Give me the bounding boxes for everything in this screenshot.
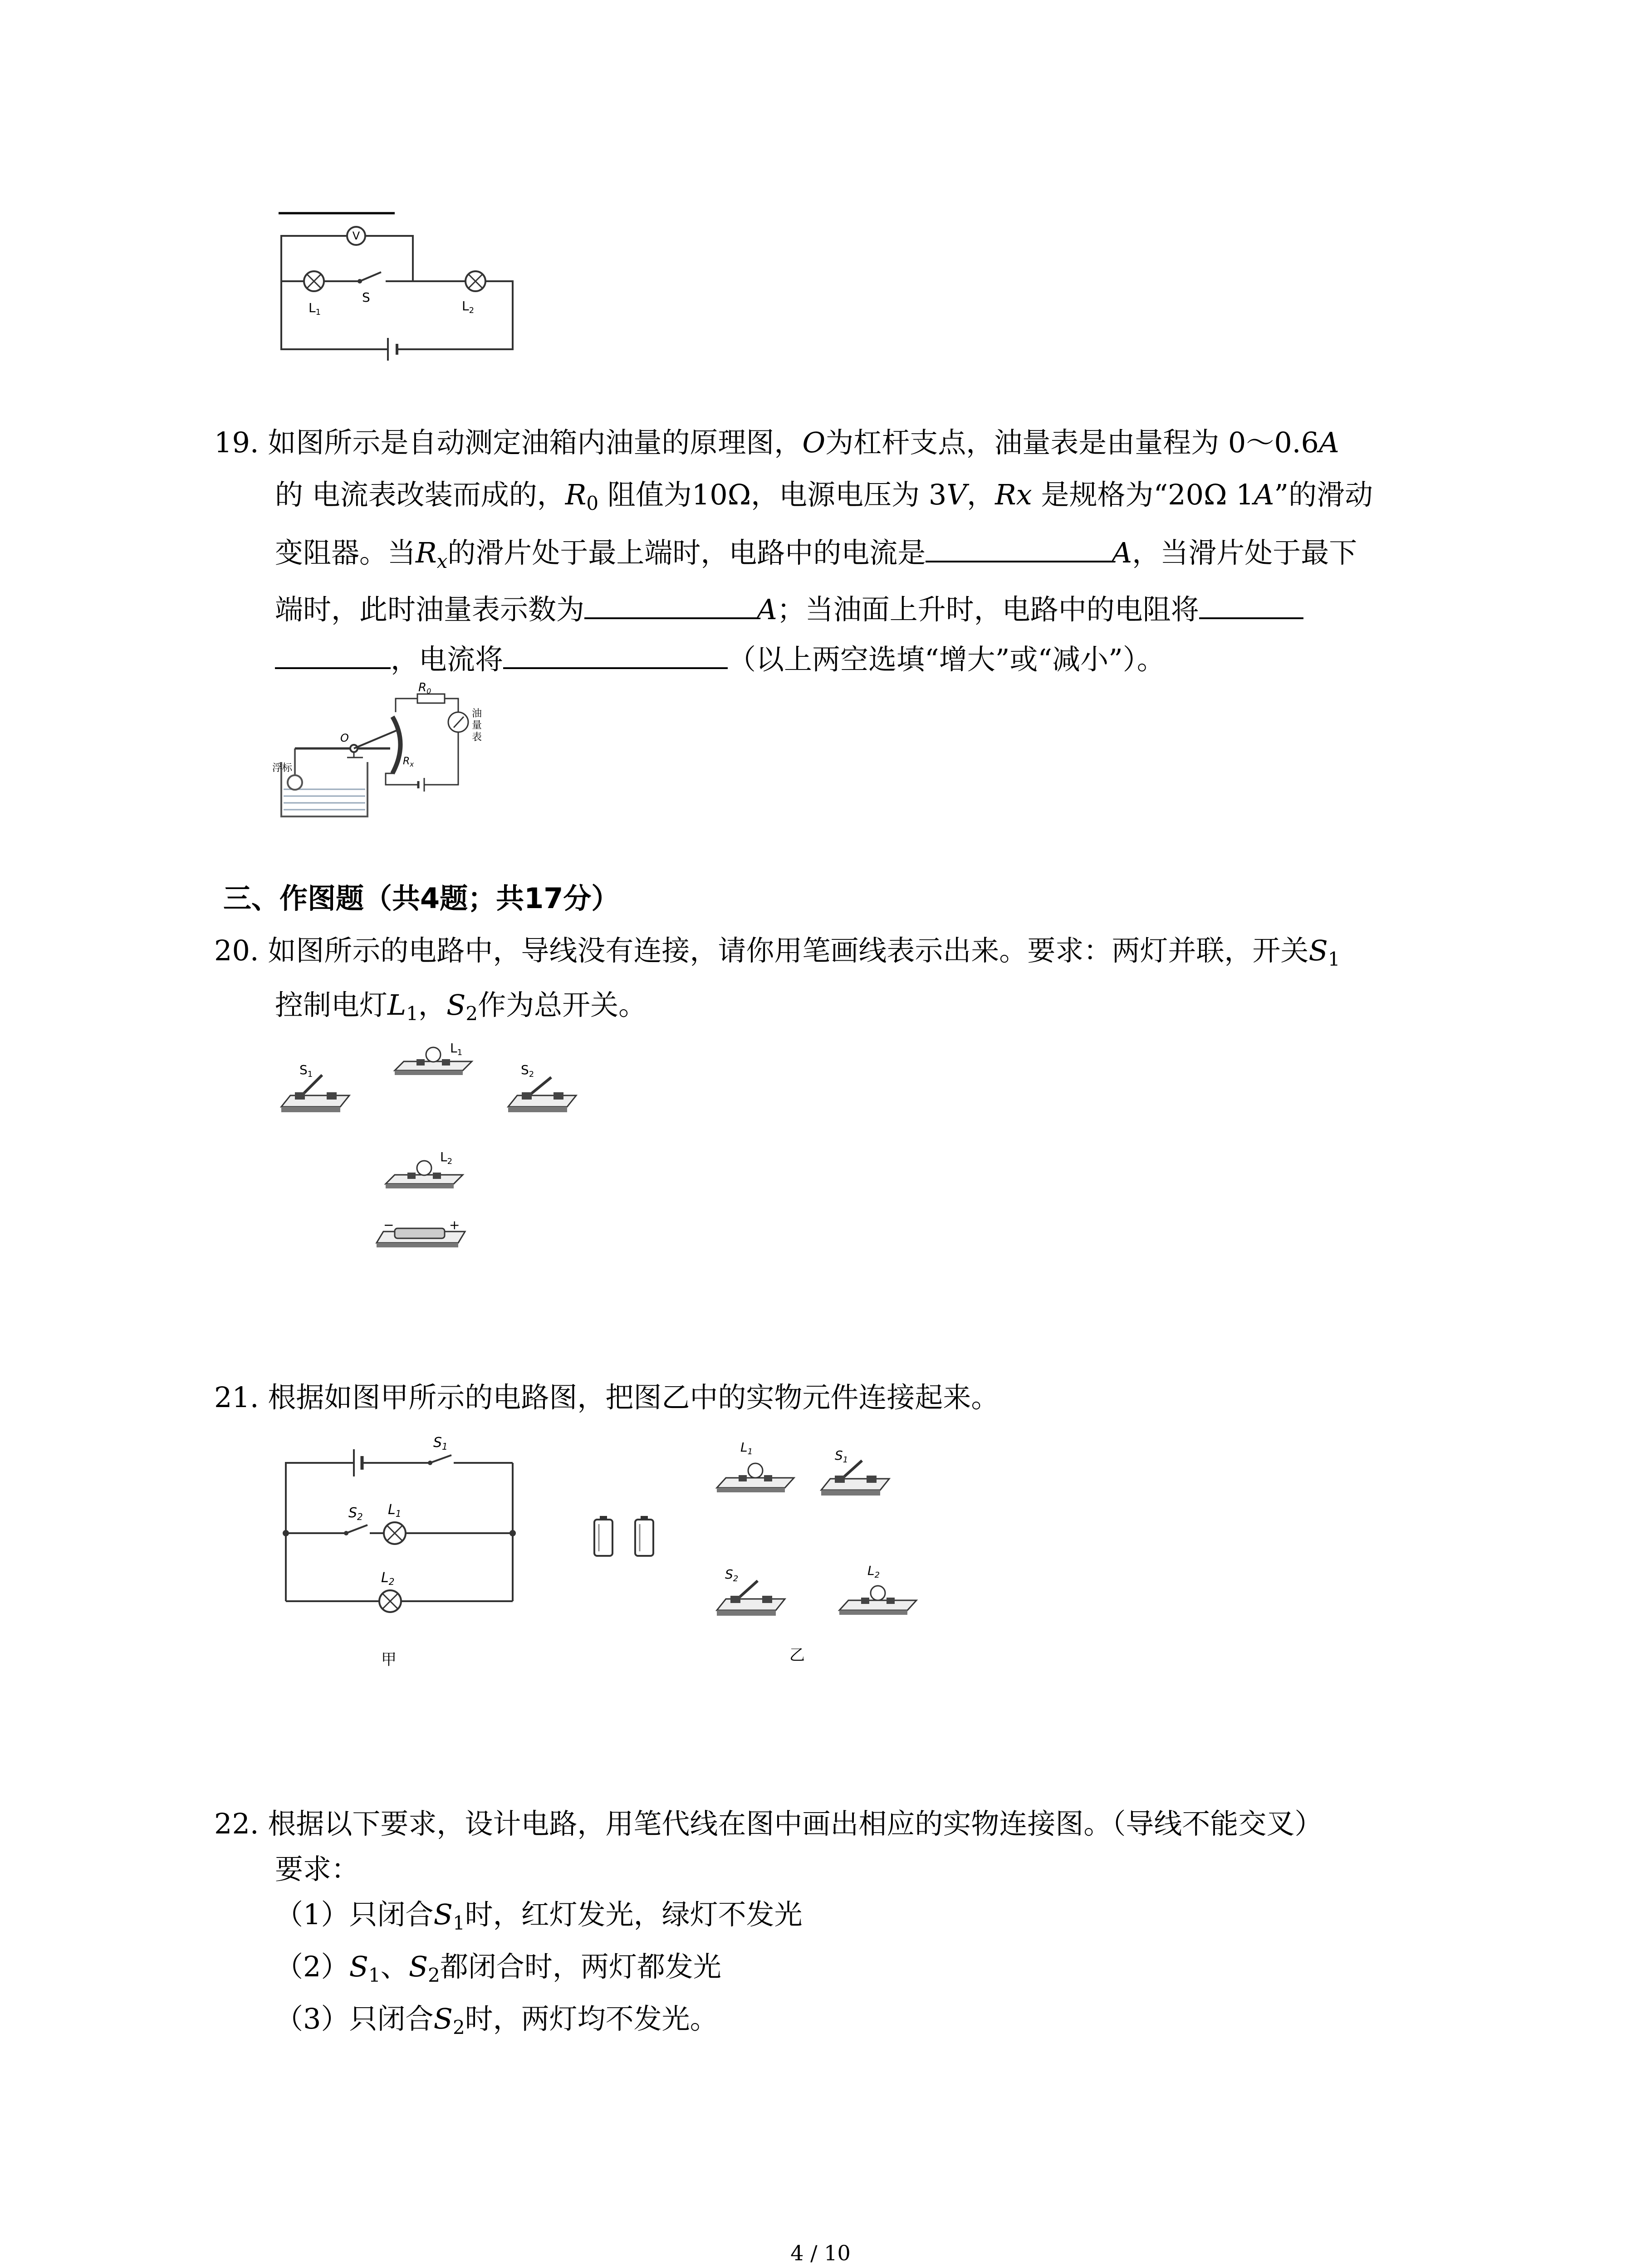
q20-var: L (387, 988, 407, 1022)
q22-number: 22. (214, 1807, 259, 1840)
q19-blank-2[interactable] (584, 592, 757, 619)
lamp2-label: L (462, 298, 469, 313)
l2-sub: 2 (874, 1570, 880, 1580)
q22-text: （2） (275, 1950, 349, 1983)
q21-line-1 (214, 1383, 999, 1412)
q22-line-2 (275, 1853, 360, 1886)
section-3-title: 三、作图题（共4题；共17分） (223, 882, 620, 915)
l1-sub: 1 (457, 1048, 463, 1057)
q20-var: S (446, 988, 466, 1022)
q22-text: 根据以下要求，设计电路，用笔代线在图中画出相应的实物连接图。（导线不能交叉） (268, 1807, 1323, 1840)
figure-21-yi-components (581, 1429, 944, 1674)
l1-label: L (450, 1041, 457, 1056)
q21-number: 21. (214, 1381, 259, 1414)
svg-text:L1 (388, 1502, 401, 1519)
svg-text:R0 (418, 681, 431, 695)
q20-line-2 (275, 988, 647, 1025)
q22-sub: 1 (452, 1912, 465, 1934)
s2-label: S (348, 1505, 358, 1521)
q22-var: S (433, 2002, 453, 2035)
q22-line-1 (214, 1807, 1323, 1840)
q19-blank-4[interactable] (503, 642, 728, 669)
l2-label: L (381, 1570, 389, 1586)
figure-19-oil-gauge (272, 680, 526, 826)
s2-label: S (725, 1567, 733, 1582)
q19-text: 是规格为“20Ω 1 (1041, 478, 1254, 511)
meter-label-2: 量 (472, 720, 482, 731)
q22-req-3 (275, 2002, 718, 2038)
lamp-l2 (839, 1563, 916, 1615)
yi-caption: 乙 (789, 1646, 805, 1664)
q19-text: 的 电流表改装而成的， (275, 478, 565, 511)
switch-s1 (821, 1448, 889, 1496)
q20-text: 如图所示的电路中，导线没有连接，请你用笔画线表示出来。要求：两灯并联，开关 (268, 934, 1309, 967)
q19-var: R (565, 478, 587, 511)
jia-caption: 甲 (381, 1651, 397, 1669)
q19-blank-1[interactable] (926, 535, 1112, 562)
svg-text:L1 (450, 1041, 462, 1057)
q21-text: 根据如图甲所示的电路图，把图乙中的实物元件连接起来。 (268, 1381, 999, 1414)
q20-text: ， (418, 988, 446, 1022)
q19-var: A (1254, 478, 1274, 511)
figure-21-jia-schematic (272, 1429, 526, 1674)
float-label: 浮标 (272, 763, 293, 774)
rx-sub: x (410, 760, 414, 768)
q22-req-1 (275, 1898, 803, 1934)
svg-text:S2 (521, 1062, 534, 1079)
q19-var: A (757, 593, 777, 626)
l1-label: L (388, 1502, 396, 1518)
q19-text: 变阻器。当 (275, 536, 416, 569)
q22-sub: 2 (452, 2016, 465, 2038)
lamp-l2 (386, 1149, 463, 1188)
q19-var: A (1318, 426, 1339, 459)
q20-sub: 2 (465, 1002, 478, 1025)
q19-var: O (802, 426, 826, 459)
svg-text:S1 (433, 1435, 448, 1452)
q22-sub: 1 (368, 1964, 381, 1986)
l2-sub: 2 (447, 1157, 453, 1166)
s2-sub: 2 (733, 1574, 739, 1584)
s1-label: S (433, 1435, 442, 1451)
svg-text:S2 (725, 1567, 738, 1584)
q19-text: （以上两空选填“增大”或“减小”）。 (728, 643, 1165, 676)
q22-text: （3）只闭合 (275, 2002, 434, 2035)
meter-label-1: 油 (472, 708, 482, 719)
svg-text:L2 (867, 1563, 880, 1580)
s1-label: S (835, 1448, 843, 1463)
q19-number: 19. (214, 426, 259, 459)
l2-sub: 2 (388, 1576, 395, 1587)
battery-holder (377, 1217, 465, 1247)
q19-text: 端时，此时油量表示数为 (275, 593, 585, 626)
svg-text:S2 (348, 1505, 363, 1522)
q20-sub: 1 (1327, 948, 1340, 970)
q19-text: ，当滑片处于最下 (1132, 536, 1357, 569)
s2-label: S (521, 1062, 529, 1077)
q20-sub: 1 (406, 1002, 418, 1025)
q19-text: ”的滑动 (1274, 478, 1373, 511)
q19-line-2 (275, 478, 1373, 514)
svg-text:Rx (403, 756, 414, 768)
lamp1-sub: 1 (315, 308, 321, 317)
q19-line-1 (214, 426, 1339, 459)
q22-text: 、 (380, 1950, 409, 1983)
l2-label: L (440, 1149, 447, 1164)
q19-line-5 (275, 642, 1165, 674)
svg-text:L2 (381, 1570, 394, 1587)
figure-18-circuit (272, 200, 526, 363)
l1-sub: 1 (747, 1447, 753, 1457)
q22-text: 时，红灯发光，绿灯不发光 (465, 1898, 803, 1931)
l1-sub: 1 (395, 1508, 402, 1519)
q22-sub: 2 (428, 1964, 440, 1986)
l2-label: L (867, 1563, 875, 1578)
q19-text: ， (967, 478, 995, 511)
q19-var: A (1112, 536, 1132, 569)
s2-sub: 2 (529, 1070, 534, 1079)
q19-line-4 (275, 592, 1303, 624)
q19-text: 阻值为10Ω，电源电压为 3 (607, 478, 947, 511)
q22-text: 时，两灯均不发光。 (465, 2002, 718, 2035)
meter-label-3: 表 (472, 732, 482, 743)
lamp1-label: L (309, 300, 316, 315)
q19-sub: x (436, 550, 448, 572)
q19-text: 如图所示是自动测定油箱内油量的原理图， (268, 426, 803, 459)
q19-var: R (416, 536, 437, 569)
s2-sub: 2 (357, 1511, 363, 1522)
q20-number: 20. (214, 934, 259, 967)
switch-s2 (508, 1062, 576, 1112)
lamp-l1 (717, 1440, 794, 1492)
svg-text:L2 (440, 1149, 452, 1166)
battery-plus: + (449, 1217, 460, 1232)
q22-var: S (433, 1898, 453, 1931)
q19-text: ；当油面上升时，电路中的电阻将 (777, 593, 1199, 626)
switch-label: S (362, 290, 370, 305)
q20-text: 控制电灯 (275, 988, 388, 1022)
q19-sub: 0 (586, 492, 599, 514)
q19-text: 的滑片处于最上端时，电路中的电流是 (447, 536, 926, 569)
svg-text:L1 (309, 300, 321, 317)
q19-line-3 (275, 535, 1357, 571)
s1-label: S (299, 1062, 308, 1077)
svg-text:S1 (299, 1062, 313, 1079)
page-number: 4 / 10 (790, 2241, 851, 2265)
battery-minus: − (383, 1217, 394, 1232)
q19-var: V (946, 478, 967, 511)
q22-text: （1）只闭合 (275, 1898, 434, 1931)
r0-label: R (418, 681, 427, 694)
q22-var: S (349, 1950, 368, 1983)
q22-var: S (408, 1950, 428, 1983)
q19-blank-3-cont[interactable] (275, 642, 391, 669)
svg-text:L2 (462, 298, 474, 315)
batteries (594, 1516, 653, 1556)
lamp-l1 (395, 1041, 472, 1075)
svg-text:S1 (835, 1448, 848, 1465)
l1-label: L (740, 1440, 748, 1455)
lamp2-sub: 2 (469, 306, 475, 315)
q19-var: Rx (995, 478, 1032, 511)
q19-blank-3[interactable] (1199, 592, 1303, 619)
s1-sub: 1 (442, 1441, 448, 1452)
q19-text: ，电流将 (391, 643, 504, 676)
voltmeter-label: V (352, 230, 360, 242)
q20-text: 作为总开关。 (478, 988, 647, 1022)
svg-text:L1 (740, 1440, 753, 1457)
r0-sub: 0 (426, 687, 431, 695)
switch-s2 (717, 1567, 785, 1616)
q22-text: 都闭合时，两灯都发光 (440, 1950, 721, 1983)
switch-s1 (281, 1062, 349, 1112)
q20-line-1 (214, 934, 1340, 970)
q22-req-2 (275, 1950, 721, 1986)
q22-text: 要求： (275, 1853, 360, 1886)
q19-text: 为杠杆支点，油量表是由量程为 0～0.6 (825, 426, 1319, 459)
pivot-label: O (340, 732, 349, 744)
figure-20-components (272, 1039, 590, 1256)
rx-label: R (403, 756, 410, 767)
q20-var: S (1308, 934, 1328, 967)
s1-sub: 1 (307, 1070, 313, 1079)
s1-sub: 1 (843, 1455, 848, 1465)
